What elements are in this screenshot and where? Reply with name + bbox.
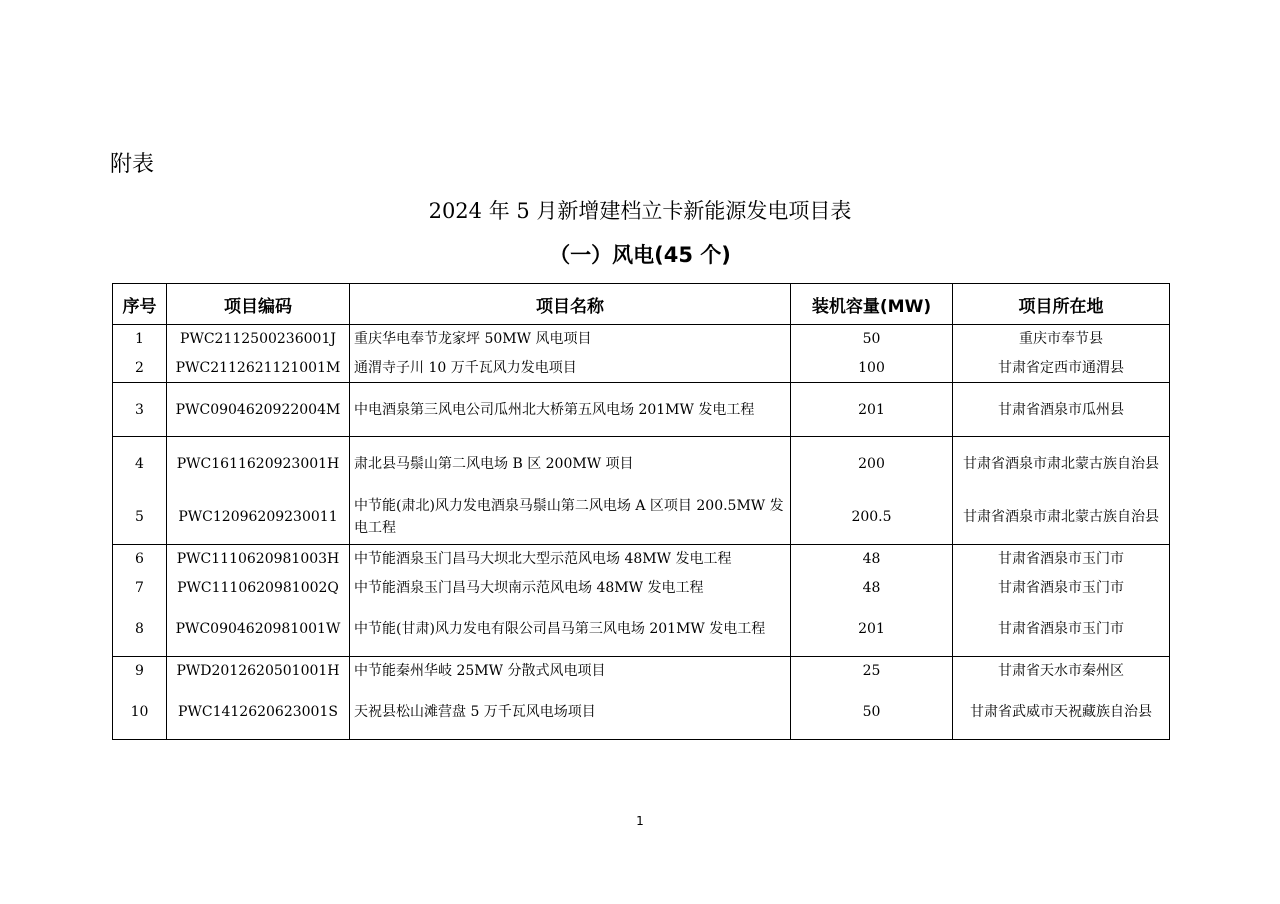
- row-capacity: 100: [791, 354, 953, 383]
- header-index: 序号: [113, 284, 167, 325]
- row-code: PWC1611620923001H: [167, 437, 350, 491]
- row-name: 中节能酒泉玉门昌马大坝北大型示范风电场 48MW 发电工程: [350, 545, 791, 574]
- table-row: [113, 383, 1170, 437]
- row-code: PWC1110620981003H: [167, 545, 350, 574]
- row-index: 10: [113, 686, 167, 740]
- header-name: 项目名称: [350, 284, 791, 325]
- row-name: 天祝县松山滩营盘 5 万千瓦风电场项目: [350, 686, 791, 740]
- table-row: [113, 657, 1170, 686]
- row-capacity: 48: [791, 574, 953, 603]
- row-name: 重庆华电奉节龙家坪 50MW 风电项目: [350, 325, 791, 354]
- row-name: 中电酒泉第三风电公司瓜州北大桥第五风电场 201MW 发电工程: [350, 383, 791, 437]
- row-name: 肃北县马鬃山第二风电场 B 区 200MW 项目: [350, 437, 791, 491]
- row-index: 8: [113, 603, 167, 657]
- row-capacity: 201: [791, 383, 953, 437]
- row-capacity: 200: [791, 437, 953, 491]
- row-capacity: 50: [791, 325, 953, 354]
- row-name: 通渭寺子川 10 万千瓦风力发电项目: [350, 354, 791, 383]
- row-capacity: 25: [791, 657, 953, 686]
- row-index: 1: [113, 325, 167, 354]
- table-row: [113, 354, 1170, 383]
- table-row: [113, 437, 1170, 491]
- row-location: 甘肃省酒泉市玉门市: [953, 574, 1170, 603]
- row-index: 6: [113, 545, 167, 574]
- row-code: PWC0904620922004M: [167, 383, 350, 437]
- row-code: PWC2112500236001J: [167, 325, 350, 354]
- row-name: 中节能(甘肃)风力发电有限公司昌马第三风电场 201MW 发电工程: [350, 603, 791, 657]
- row-location: 甘肃省酒泉市玉门市: [953, 545, 1170, 574]
- row-location: 甘肃省武威市天祝藏族自治县: [953, 686, 1170, 740]
- table-row: [113, 545, 1170, 574]
- row-code: PWC0904620981001W: [167, 603, 350, 657]
- table-row: [113, 491, 1170, 545]
- row-location: 甘肃省酒泉市玉门市: [953, 603, 1170, 657]
- row-capacity: 50: [791, 686, 953, 740]
- document-title: 2024 年 5 月新增建档立卡新能源发电项目表: [428, 199, 852, 223]
- row-capacity: 200.5: [791, 491, 953, 545]
- header-location: 项目所在地: [953, 284, 1170, 325]
- row-location: 重庆市奉节县: [953, 325, 1170, 354]
- row-code: PWC2112621121001M: [167, 354, 350, 383]
- row-location: 甘肃省定西市通渭县: [953, 354, 1170, 383]
- table-header-row: [113, 284, 1170, 325]
- row-location: 甘肃省酒泉市瓜州县: [953, 383, 1170, 437]
- row-code: PWD2012620501001H: [167, 657, 350, 686]
- row-index: 5: [113, 491, 167, 545]
- appendix-label: 附表: [110, 152, 155, 177]
- row-code: PWC1412620623001S: [167, 686, 350, 740]
- header-code: 项目编码: [167, 284, 350, 325]
- row-index: 3: [113, 383, 167, 437]
- row-index: 7: [113, 574, 167, 603]
- row-code: PWC12096209230011: [167, 491, 350, 545]
- table-row: [113, 325, 1170, 354]
- row-capacity: 201: [791, 603, 953, 657]
- row-location: 甘肃省酒泉市肃北蒙古族自治县: [953, 491, 1170, 545]
- row-name: 中节能酒泉玉门昌马大坝南示范风电场 48MW 发电工程: [350, 574, 791, 603]
- row-capacity: 48: [791, 545, 953, 574]
- row-location: 甘肃省酒泉市肃北蒙古族自治县: [953, 437, 1170, 491]
- table-row: [113, 603, 1170, 657]
- section-title: （一）风电(45 个): [549, 243, 731, 267]
- table-row: [113, 574, 1170, 603]
- row-code: PWC1110620981002Q: [167, 574, 350, 603]
- row-index: 4: [113, 437, 167, 491]
- row-name: 中节能(肃北)风力发电酒泉马鬃山第二风电场 A 区项目 200.5MW 发电工程: [350, 491, 791, 545]
- page-number: 1: [636, 814, 644, 828]
- header-capacity: 装机容量(MW): [791, 284, 953, 325]
- row-index: 9: [113, 657, 167, 686]
- row-index: 2: [113, 354, 167, 383]
- row-location: 甘肃省天水市秦州区: [953, 657, 1170, 686]
- project-table: [112, 283, 1170, 740]
- row-name: 中节能秦州华岐 25MW 分散式风电项目: [350, 657, 791, 686]
- table-row: [113, 686, 1170, 740]
